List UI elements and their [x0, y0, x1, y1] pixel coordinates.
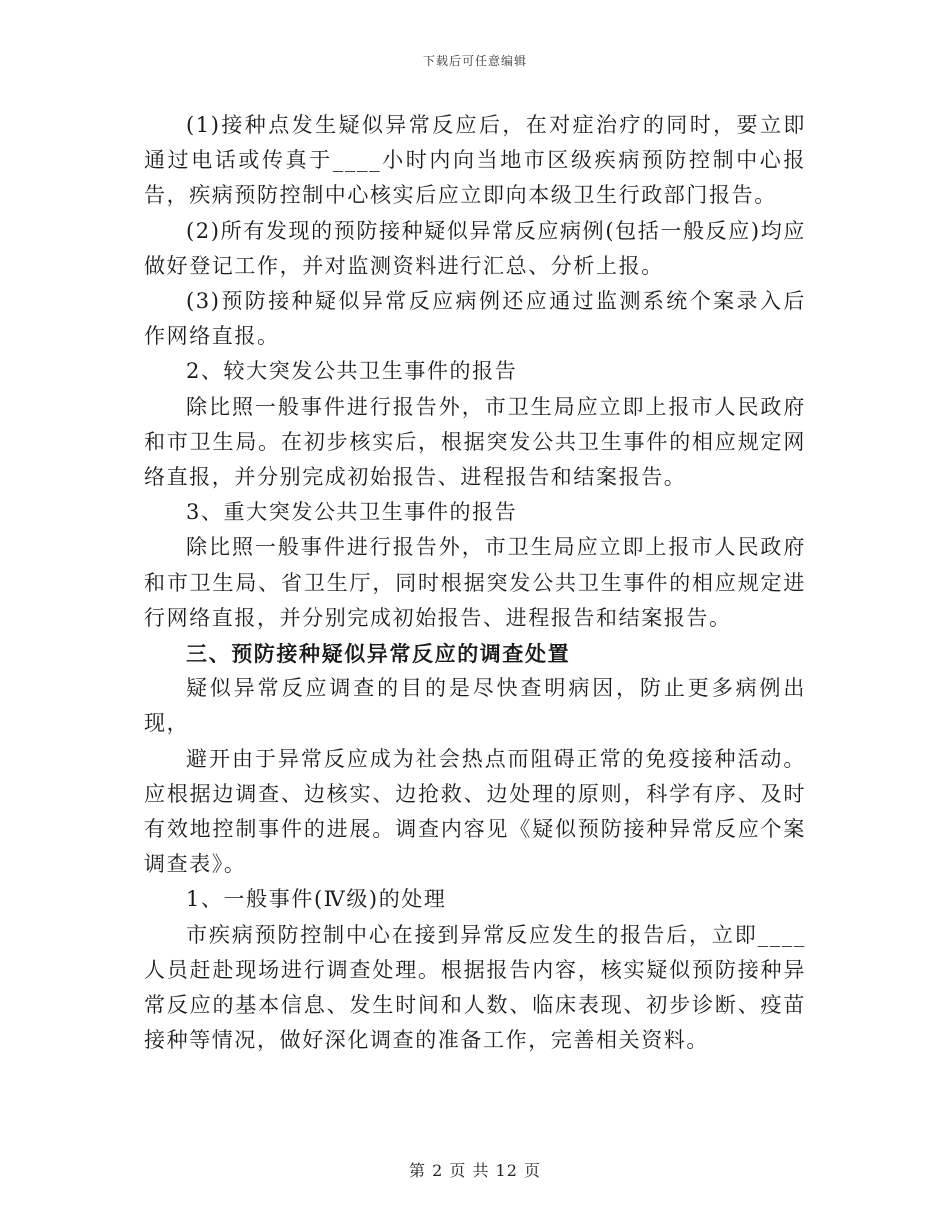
paragraph-investigation-purpose: 疑似异常反应调查的目的是尽快查明病因，防止更多病例出现， — [144, 676, 806, 736]
page-number: 第 2 页 共 12 页 — [409, 1161, 541, 1180]
paragraph-serious-event: 除比照一般事件进行报告外，市卫生局应立即上报市人民政府和市卫生局、省卫生厅，同时根据突发公共卫生事件的相应规定进行网络直报，并分别完成初始报告、进程报告和结案报告。 — [144, 535, 806, 630]
document-body — [144, 108, 806, 1058]
paragraph-major-event: 除比照一般事件进行报告外，市卫生局应立即上报市人民政府和市卫生局。在初步核实后，根据突发公共卫生事件的相应规定网络直报，并分别完成初始报告、进程报告和结案报告。 — [144, 394, 806, 490]
chapter-heading-investigation: 三、预防接种疑似异常反应的调查处置 — [186, 641, 571, 667]
paragraph-registration: (2)所有发现的预防接种疑似异常反应病例(包括一般反应)均应做好登记工作，并对监测资料进行汇总、分析上报。 — [144, 218, 806, 278]
paragraph-network-report: (3)预防接种疑似异常反应病例还应通过监测系统个案录入后作网络直报。 — [144, 289, 806, 349]
section-heading-serious-event: 3、重大突发公共卫生事件的报告 — [186, 500, 518, 525]
paragraph-report-point: (1)接种点发生疑似异常反应后，在对症治疗的同时，要立即通过电话或传真于____小时内向当地市区级疾病预防控制中心报告，疾病预防控制中心核实后应立即向本级卫生行政部门报告。 — [144, 113, 806, 208]
page-header: 下载后可任意编辑 — [422, 54, 527, 68]
paragraph-general-event: 市疾病预防控制中心在接到异常反应发生的报告后，立即____人员赶赴现场进行调查处理。根据报告内容，核实疑似预防接种异常反应的基本信息、发生时间和人数、临床表现、初步诊断、疫苗接种等情况，做好深化调查的准备工作，完善相关资料。 — [144, 922, 806, 1053]
section-heading-major-event: 2、较大突发公共卫生事件的报告 — [186, 359, 518, 384]
section-heading-general-event: 1、一般事件(Ⅳ级)的处理 — [186, 887, 447, 912]
paragraph-investigation-principle: 避开由于异常反应成为社会热点而阻碍正常的免疫接种活动。应根据边调查、边核实、边抢救、边处理的原则，科学有序、及时有效地控制事件的进展。调查内容见《疑似预防接种异常反应个案调查表》。 — [144, 746, 806, 877]
